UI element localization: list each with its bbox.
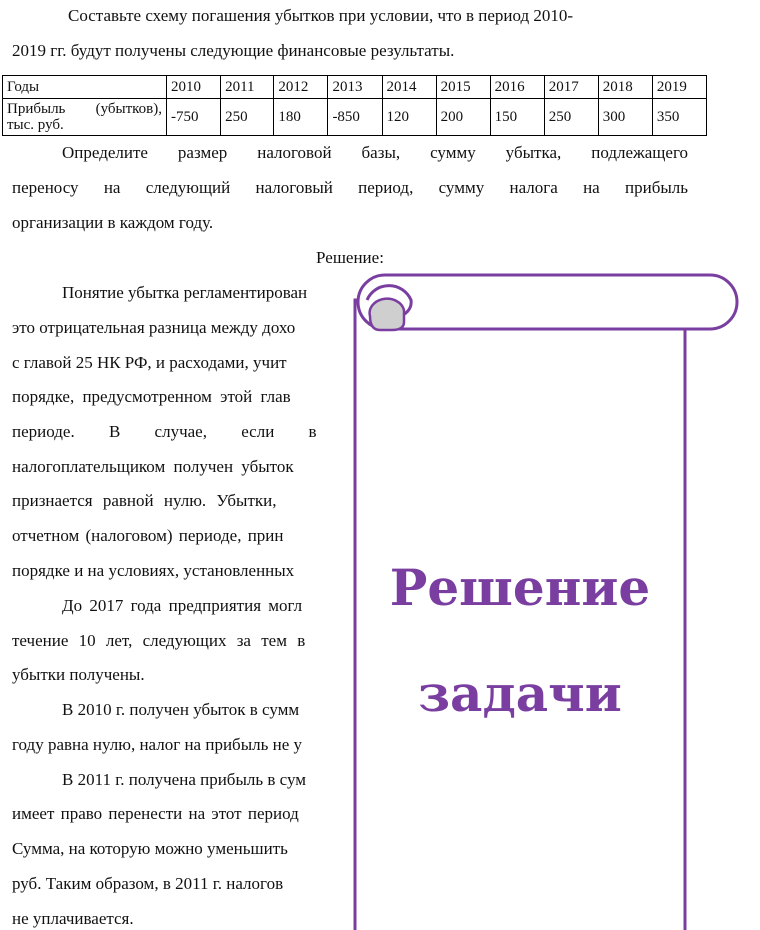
body-line: В 2011 г. получена прибыль в сум [62, 770, 306, 789]
solution-heading: Решение: [316, 248, 384, 267]
body-line: руб. Таким образом, в 2011 г. налогов [12, 874, 284, 893]
body-line: Сумма, на которую можно уменьшить [12, 839, 288, 858]
table-cell-year: 2016 [490, 76, 544, 99]
body-line: отчетном (налоговом) периоде, прин [12, 526, 284, 545]
table-cell-year: 2015 [436, 76, 490, 99]
table-cell-value: 250 [544, 99, 598, 136]
task-line-1: Определите размер налоговой базы, сумму убытка, подлежащего [62, 143, 688, 162]
intro-line-2: 2019 гг. будут получены следующие финансовые результаты. [12, 41, 455, 60]
table-cell-value: 120 [382, 99, 436, 136]
body-line: периоде. В случае, если в [12, 422, 317, 441]
table-cell-year: 2018 [598, 76, 652, 99]
table-cell-year: 2014 [382, 76, 436, 99]
body-line: порядке, предусмотренном этой глав [12, 387, 291, 406]
body-line: году равна нулю, налог на прибыль не у [12, 735, 302, 754]
body-line: В 2010 г. получен убыток в сумм [62, 700, 300, 719]
table-cell-value: -850 [328, 99, 382, 136]
table-cell-value: 350 [652, 99, 706, 136]
body-line: До 2017 года предприятия могл [62, 596, 303, 615]
table-cell-value: 200 [436, 99, 490, 136]
body-line: это отрицательная разница между дохо [12, 318, 296, 337]
body-line: убытки получены. [12, 665, 145, 684]
body-line: порядке и на условиях, установленных [12, 561, 295, 580]
table-cell-label-years: Годы [3, 76, 167, 99]
profit-label-text: Прибыль (убытков), тыс. руб. [7, 101, 162, 133]
table-cell-year: 2019 [652, 76, 706, 99]
body-line: имеет право перенести на этот период [12, 804, 299, 823]
table-cell-year: 2013 [328, 76, 382, 99]
intro-line-1: Составьте схему погашения убытков при условии, что в период 2010- [68, 6, 574, 25]
scroll-top-roll [358, 275, 737, 329]
body-line: не уплачивается. [12, 909, 134, 928]
body-line: Понятие убытка регламентирован [62, 283, 308, 302]
table-cell-value: 250 [221, 99, 274, 136]
table-cell-value: -750 [167, 99, 221, 136]
body-line: течение 10 лет, следующих за тем в [12, 631, 306, 650]
table-cell-value: 150 [490, 99, 544, 136]
table-cell-year: 2011 [221, 76, 274, 99]
banner-title-line-1: Решение [389, 558, 651, 617]
body-line: налогоплательщиком получен убыток [12, 457, 294, 476]
task-line-2: переносу на следующий налоговый период, сумму налога на прибыль [12, 178, 688, 197]
body-line: с главой 25 НК РФ, и расходами, учит [12, 353, 287, 372]
table-cell-year: 2012 [274, 76, 328, 99]
banner-title-line-2: задачи [418, 664, 622, 723]
table-cell-value: 180 [274, 99, 328, 136]
table-cell-year: 2010 [167, 76, 221, 99]
scroll-curl-fill [370, 299, 404, 330]
table-cell-value: 300 [598, 99, 652, 136]
body-line: признается равной нулю. Убытки, [12, 491, 277, 510]
table-cell-year: 2017 [544, 76, 598, 99]
task-line-3: организации в каждом году. [12, 213, 214, 232]
